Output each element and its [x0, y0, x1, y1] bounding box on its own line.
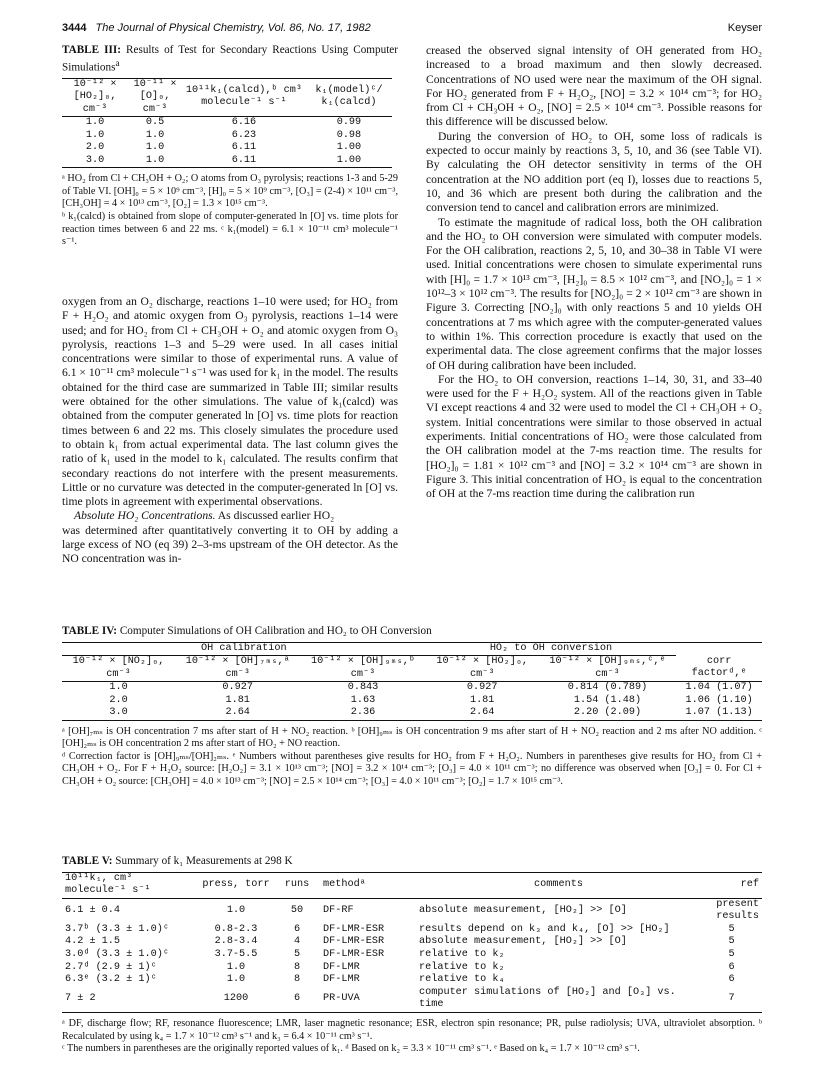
table-cell: 1.07 (1.13)	[685, 707, 753, 718]
table-cell: 1.00	[336, 154, 362, 166]
table4	[62, 642, 762, 721]
table-cell: 3.7-5.5	[214, 949, 258, 961]
table-cell: 1.04 (1.07)	[685, 682, 753, 693]
section-heading: Absolute HO₂ Concentrations.	[74, 509, 216, 523]
table-cell: 0.927	[466, 682, 498, 693]
table-cell: 2.8-3.4	[214, 936, 258, 948]
table-cell: 1.00	[336, 142, 362, 154]
table3-header: 10⁻¹² × [HO₂]₀, cm⁻³	[73, 78, 117, 115]
table-cell: 4.2 ± 1.5	[65, 936, 121, 948]
table-cell: 1.06 (1.10)	[685, 694, 753, 706]
body-paragraph: creased the observed signal intensity of OH generated from HO₂ increased to a broad maximum and then slowly decreased. Concentrations of NO used were near the maximum of the OH signal. For HO₂ generated from F + H₂O₂, [NO] = 3.2 × 10¹⁴ cm⁻³; for HO₂ from Cl + CH₃OH + O₂, [NO] = 2.5 × 10¹⁴ cm⁻³. Possible reasons for this difference will be discussed below.	[426, 44, 762, 129]
table-cell: 1.0	[145, 129, 165, 141]
table-row	[62, 898, 762, 924]
table-cell: 1.0	[85, 129, 105, 141]
table3	[62, 78, 392, 169]
table-cell: 0.927	[222, 682, 253, 693]
table3-header: 10¹¹k₁(calcd),ᵇ cm³ molecule⁻¹ s⁻¹	[185, 84, 303, 109]
table-cell: 6.1 ± 0.4	[65, 904, 121, 916]
table-row	[62, 949, 762, 962]
table-cell: 7	[728, 993, 735, 1005]
table4-header: 10⁻¹² × [OH]₉ₘₛ,ᶜ,ᵉ cm⁻³	[549, 656, 666, 680]
table-cell: 1.0	[226, 961, 246, 973]
table-cell: DF-LMR-ESR	[323, 936, 385, 948]
left-column	[62, 44, 398, 249]
table-cell: 1200	[223, 993, 249, 1005]
table-cell: 6.11	[231, 154, 257, 166]
table3-title	[62, 44, 398, 75]
table-cell: relative to k₄	[419, 974, 505, 986]
table-cell: 3.7ᵇ (3.3 ± 1.0)ᶜ	[65, 923, 169, 935]
right-column	[426, 44, 762, 502]
table-cell: 3.0ᵈ (3.3 ± 1.0)ᶜ	[65, 949, 169, 961]
table3-header: 10⁻¹¹ × [O]₀, cm⁻³	[133, 78, 177, 115]
table3-title-sup: a	[115, 58, 120, 69]
table-cell: DF-LMR-ESR	[323, 923, 385, 935]
table-cell: 2.20 (2.09)	[573, 707, 642, 718]
table-cell: 1.81	[225, 694, 250, 706]
table-cell: 2.64	[225, 707, 250, 718]
table4-footnotes	[62, 726, 762, 789]
table-row	[62, 130, 392, 143]
table-row	[62, 142, 392, 155]
table4-header: corr factorᵈ,ᵉ	[691, 655, 747, 680]
footnote: ᵃ [OH]₇ₘₛ is OH concentration 7 ms after start of H + NO₂ reaction. ᵇ [OH]₉ₘₛ is OH concentration 9 ms after start of H + NO₂ reaction and 2 ms after NO addition. ᶜ [OH]₂ₘₛ is OH concentration 2 ms after start of HO₂ + NO reaction.	[62, 725, 762, 750]
table-cell: 5	[293, 949, 301, 961]
table4-title	[62, 625, 762, 639]
table4-title-text: Computer Simulations of OH Calibration and HO₂ to OH Conversion	[119, 625, 432, 637]
table-cell: 2.0	[109, 694, 128, 706]
left-body	[62, 295, 398, 567]
table-cell: 0.5	[145, 117, 165, 129]
section-heading-paragraph	[62, 509, 398, 523]
table-cell: 0.814 (0.789)	[567, 682, 648, 693]
body-paragraph: was determined after quantitatively converting it to OH by adding a large excess of NO (eq 39) 2–3-ms upstream of the OH detector. As the NO concentration was in-	[62, 523, 398, 566]
table-cell: DF-LMR	[323, 974, 360, 986]
table4-group-header: OH calibration	[62, 642, 426, 656]
running-head	[62, 22, 762, 40]
table-cell: 8	[293, 974, 301, 986]
table-cell: absolute measurement, [HO₂] >> [O]	[419, 904, 627, 916]
table-row	[62, 117, 392, 130]
table-cell: 1.0	[145, 142, 165, 154]
table-cell: DF-RF	[323, 904, 354, 916]
table-cell: 5	[728, 936, 735, 948]
table5-header: methodᵃ	[323, 878, 366, 890]
table5-block	[62, 855, 762, 1056]
table-cell: 1.0	[226, 974, 246, 986]
table-cell: relative to k₂	[419, 949, 505, 961]
table-cell: 1.0	[85, 117, 105, 129]
footnote: ᵈ Correction factor is [OH]₉ₘₛ/[OH]₂ₘₛ. ᵉ Numbers without parentheses give results for HO₂ from F + H₂O₂. Numbers in parentheses give results for HO₂ from Cl + CH₃OH + O₂. For F + H₂O₂ source: [H₂O₂] = 3.1 × 10¹³ cm⁻³; [NO] = 3.2 × 10¹⁴ cm⁻³; [O₃] = 4.0 × 10¹¹ cm⁻³; no difference was observed when [O₃] = 0. For Cl + CH₃OH + O₂ source: [CH₃OH] = 4.0 × 10¹³ cm⁻³; [NO] = 2.5 × 10¹⁴ cm⁻³; [O₃] = 4.0 × 10¹¹ cm⁻³; [O₂] = 1.7 × 10¹⁵ cm⁻³.	[62, 750, 762, 787]
table-cell: 6.23	[231, 129, 257, 141]
table-row	[62, 155, 392, 168]
table-cell: computer simulations of [HO₂] and [O₃] vs. time	[419, 986, 676, 1011]
table-cell: absolute measurement, [HO₂] >> [O]	[419, 936, 627, 948]
table-cell: 1.81	[469, 694, 495, 706]
table5-header: press, torr	[202, 878, 270, 890]
table-cell: 0.8-2.3	[214, 923, 258, 935]
table-cell: 2.0	[85, 142, 105, 154]
table-cell: 2.7ᵈ (2.9 ± 1)ᶜ	[65, 961, 157, 973]
table5-title-text: Summary of k₁ Measurements at 298 K	[115, 855, 293, 867]
table-cell: 6.3ᵉ (3.2 ± 1)ᶜ	[65, 974, 157, 986]
table-cell: 5	[728, 923, 735, 935]
table4-header: 10⁻¹² × [OH]₇ₘₛ,ᵃ cm⁻³	[185, 656, 290, 680]
table-cell: results depend on k₃ and k₄, [O] >> [HO₂]	[419, 923, 670, 935]
table-cell: 6	[293, 923, 301, 935]
table-cell: 6	[293, 993, 301, 1005]
table-cell: 50	[290, 904, 304, 916]
table-cell: 0.99	[336, 117, 362, 129]
table4-block	[62, 625, 762, 788]
table-cell: 1.0	[109, 682, 128, 693]
table3-title-text: Results of Test for Secondary Reactions Using Computer Simulations	[62, 44, 398, 74]
table-cell: 6	[728, 961, 735, 973]
table-row	[62, 987, 762, 1013]
footnote: ᶜ The numbers in parentheses are the originally reported values of k₁. ᵈ Based on k₂ = 3.3 × 10⁻¹¹ cm³ s⁻¹. ᵉ Based on k₄ = 1.7 × 10⁻¹² cm³ s⁻¹.	[62, 1043, 640, 1055]
table4-label: TABLE IV:	[62, 625, 118, 637]
table5-header: comments	[534, 878, 583, 890]
table3-footnotes	[62, 173, 398, 249]
body-paragraph: To estimate the magnitude of radical loss, both the OH calibration and the HO₂ to OH conversion were simulated with computer models. For the OH calibration, reactions 2, 5, 10, and 30–38 in Table VI were used. Initial concentrations were chosen to simulate experimental runs with [H]₀ = 1.7 × 10¹³ cm⁻³, [H₂]₀ = 8.5 × 10¹² cm⁻³, and [NO₂]₀ = 1 × 10¹²–3 × 10¹² cm⁻³. The results for [NO₂]₀ = 2 × 10¹² cm⁻³ are shown in Figure 3. Correcting [NO₂]₀ with only reactions 5 and 10 yields OH concentrations at 7 ms which agree with the computer-generated values to within 1%. This correction procedure is exactly that used on the experimental data. The close agreement confirms that the major losses of OH during calibration have been included.	[426, 215, 762, 372]
table4-header: 10⁻¹² × [HO₂]₀, cm⁻³	[436, 656, 529, 680]
table-cell: PR-UVA	[323, 993, 360, 1005]
journal-name: The Journal of Physical Chemistry, Vol. 86, No. 17, 1982	[95, 22, 371, 34]
table-cell: 4	[293, 936, 301, 948]
page-number: 3444	[62, 22, 87, 34]
table-cell: 6	[728, 974, 735, 986]
table3-label: TABLE III:	[62, 44, 121, 56]
table3-header: k₁(model)ᶜ/ k₁(calcd)	[315, 84, 383, 109]
table5-footnotes	[62, 1018, 762, 1056]
table-cell: 1.54 (1.48)	[573, 694, 642, 706]
table-row	[62, 924, 762, 937]
body-paragraph: During the conversion of HO₂ to OH, some loss of radicals is expected to occur mainly by reactions 3, 5, 10, and 36 (see Table VI). By calculating the OH detector sensitivity in terms of the OH concentration at the NO addition port (eq I), losses due to reactions 5, 10, and 36 which are present both during the calibration and the conversion tend to cancel and calibration errors are minimized.	[426, 129, 762, 215]
footnote: ᵃ DF, discharge flow; RF, resonance fluorescence; LMR, laser magnetic resonance; ESR, electron spin resonance; PR, pulse radiolysis; UVA, ultraviolet absorption. ᵇ Recalculated by using k₄ = 1.7 × 10⁻¹² cm³ s⁻¹ and k₃ = 6.4 × 10⁻¹¹ cm³ s⁻¹.	[62, 1018, 762, 1042]
table4-header: 10⁻¹² × [NO₂]₀, cm⁻³	[72, 656, 165, 680]
table-cell: 0.843	[347, 682, 379, 693]
table5-header: ref	[740, 878, 759, 890]
table5	[62, 872, 762, 1014]
table4-header: 10⁻¹² × [OH]₉ₘₛ,ᵇ cm⁻³	[311, 656, 416, 680]
table-cell: 0.98	[336, 129, 362, 141]
footnote: ᵇ k₁(calcd) is obtained from slope of computer-generated ln [O] vs. time plots for reaction times between 6 and 22 ms. ᶜ k₁(model) = 6.1 × 10⁻¹¹ cm³ molecule⁻¹ s⁻¹.	[62, 211, 398, 248]
table5-header: 10¹¹k₁, cm³ molecule⁻¹ s⁻¹	[65, 872, 151, 897]
table5-header: runs	[284, 878, 310, 890]
table-cell: 6.11	[231, 142, 257, 154]
table-cell: DF-LMR	[323, 961, 360, 973]
author-name: Keyser	[727, 22, 762, 34]
table-cell: DF-LMR-ESR	[323, 949, 385, 961]
table-row	[62, 974, 762, 987]
table-row	[62, 682, 762, 695]
footnote: ᵃ HO₂ from Cl + CH₃OH + O₂; O atoms from O₃ pyrolysis; reactions 1-3 and 5-29 of Table VI. [OH]₀ = 5 × 10⁹ cm⁻³, [H]₀ = 5 × 10⁹ cm⁻³, [O₃] = (2-4) × 10¹¹ cm⁻³, [CH₃OH] = 4 × 10¹³ cm⁻³, [O₂] = 1.3 × 10¹⁵ cm⁻³.	[62, 173, 398, 210]
table5-title	[62, 855, 762, 869]
table-row	[62, 962, 762, 975]
section-heading-rest: As discussed earlier HO₂	[215, 509, 335, 523]
table-cell: 1.0	[145, 154, 165, 166]
table-row	[62, 707, 762, 720]
table-cell: 6.16	[231, 117, 257, 129]
table-cell: 3.0	[109, 707, 128, 718]
table-cell: 1.0	[226, 904, 246, 916]
table-cell: present results	[716, 898, 759, 923]
table-cell: 2.36	[350, 707, 376, 718]
table-cell: 1.63	[350, 694, 376, 706]
body-paragraph: For the HO₂ to OH conversion, reactions 1–14, 30, 31, and 33–40 were used for the F + H₂O₂ system. All of the reactions given in Table VI except reactions 4 and 32 were used to model the Cl + CH₃OH + O₂ system. Initial concentrations were similar to those observed in actual experiments. Initial concentrations of HO₂ were those calculated from the OH calibration model at the 7-ms reaction time. The results for [HO₂]₀ = 1.81 × 10¹² cm⁻³ and [NO] = 3.2 × 10¹⁴ cm⁻³ are shown in Figure 3. This initial concentration of HO₂ is equal to the concentration of OH at the 7-ms reaction time during the calibration run	[426, 372, 762, 501]
table4-group-header: HO₂ to OH conversion	[426, 642, 677, 656]
table-cell: relative to k₂	[419, 961, 505, 973]
table-cell: 7 ± 2	[65, 993, 96, 1005]
table5-label: TABLE V:	[62, 855, 113, 867]
table-row	[62, 936, 762, 949]
body-paragraph: oxygen from an O₂ discharge, reactions 1–10 were used; for HO₂ from F + H₂O₂ and atomic oxygen from O₃ pyrolysis, reactions 1–14 were used; and for HO₂ from Cl + CH₃OH + O₂ and atomic oxygen from O₃ pyrolysis, reactions 1–3 and 5–29 were used. In all cases initial concentrations were similar to those of experimental runs. A value of 6.1 × 10⁻¹¹ cm³ molecule⁻¹ s⁻¹ was used for k₁ in the model. The results obtained for the third case are summarized in Table III; similar results were obtained for the other simulations. The value of k₁(calcd) was obtained from the computer generated ln [O] vs. time plots for reaction times between 6 and 22 ms. This closely simulates the procedure used to obtain k₁ from actual experimental data. The last column gives the ratio of k₁ used in the model to k₁ calculated. The results confirm that secondary reactions do not interfere with the present measurements. Little or no curvature was detected in the computer-generated ln [O] vs. time plots in agreement with experimental observations.	[62, 295, 398, 509]
table-cell: 3.0	[85, 154, 105, 166]
table-cell: 2.64	[469, 707, 495, 718]
table-cell: 8	[293, 961, 301, 973]
table-cell: 5	[728, 949, 735, 961]
table-row	[62, 695, 762, 708]
